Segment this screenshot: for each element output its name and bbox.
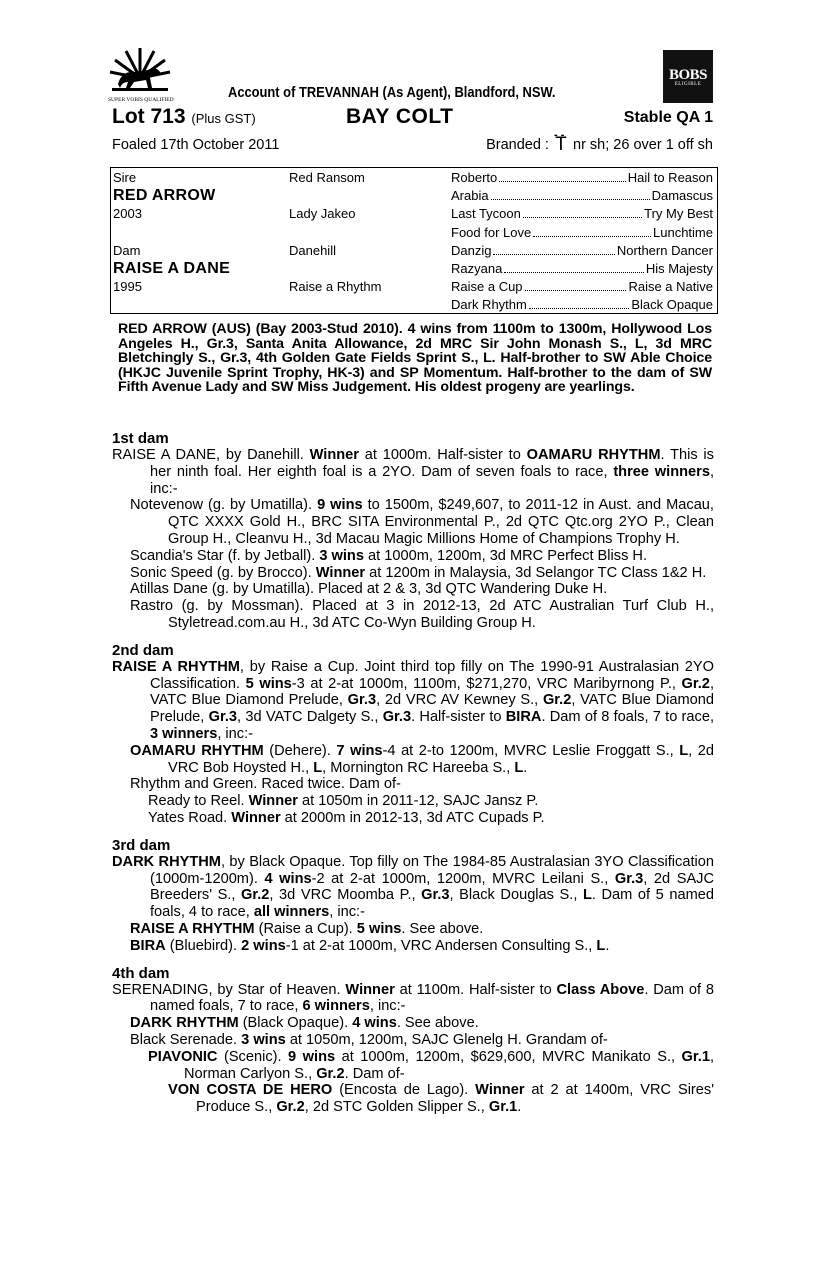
dam-section	[112, 642, 714, 827]
section-heading: 2nd dam	[112, 641, 174, 659]
pedigree-generation-3-4	[451, 242, 713, 260]
progeny-entry	[112, 810, 714, 827]
bold-text: 7 wins	[336, 742, 383, 759]
bold-text: 4 wins	[264, 870, 312, 887]
text-run: at 1000m, 1200m, $629,600, MVRC Manikato S.,	[335, 1048, 682, 1065]
pedigree-row	[111, 187, 717, 205]
dotted-leader	[499, 169, 625, 182]
pedigree-generation-3-4	[451, 260, 713, 278]
progeny-entry	[112, 1015, 714, 1032]
logo-caption: SUPER VOBIS QUALIFIED	[108, 97, 174, 103]
bold-text: 3 wins	[319, 547, 364, 564]
bold-text: 9 wins	[288, 1048, 336, 1065]
text-run: . Dam of-	[344, 1065, 405, 1082]
pedigree-generation-3-4	[451, 205, 713, 223]
branded-label: Branded :	[486, 137, 549, 153]
pedigree-generation-3-4	[451, 169, 713, 187]
bobs-logo-text: BOBS	[668, 67, 708, 83]
text-run: .	[605, 937, 610, 954]
bold-text: three winners	[613, 463, 710, 480]
progeny-entry	[112, 581, 714, 598]
pedigree-grandparent: Roberto	[451, 170, 498, 185]
lot-note: (Plus GST)	[191, 111, 256, 126]
bold-text: RAISE A RHYTHM	[112, 658, 240, 675]
text-run: . Half-sister to	[411, 709, 506, 726]
text-run: , inc:-	[150, 463, 715, 497]
dam-section	[112, 965, 714, 1116]
text-run: , 2d SAJC Breeders' S.,	[150, 870, 715, 904]
text-run: at 2 at 1400m, VRC Sires' Produce S.,	[196, 1082, 714, 1116]
bold-text: 4 wins	[352, 1015, 397, 1032]
progeny-entry	[112, 1032, 714, 1049]
text-run: , 3d VRC Moomba P.,	[269, 887, 422, 904]
pedigree-grandparent: Arabia	[451, 188, 489, 204]
progeny-entry	[112, 982, 714, 1016]
pedigree-row	[111, 296, 717, 314]
bold-text: 2 wins	[241, 937, 286, 954]
progeny-entry	[112, 598, 714, 632]
bold-text: Gr.2	[316, 1065, 345, 1082]
bold-text: Winner	[309, 447, 359, 463]
bold-text: DARK RHYTHM	[112, 853, 221, 870]
pedigree-generation-2: Lady Jakeo	[289, 206, 356, 222]
text-run: , VATC Blue Diamond Prelude,	[150, 692, 714, 726]
lot-label: Lot 713	[112, 105, 186, 128]
stable-location: Stable QA 1	[623, 109, 713, 126]
dotted-leader	[525, 278, 627, 291]
branded-text: nr sh; 26 over 1 off sh	[573, 137, 713, 153]
bold-text: Gr.2	[276, 1099, 305, 1116]
pedigree-generation-2: Danehill	[289, 242, 336, 258]
bold-text: Winner	[345, 981, 395, 998]
section-heading: 3rd dam	[112, 836, 171, 854]
text-run: . This is her ninth foal. Her eighth foal is a 2YO. Dam of seven foals to race,	[150, 447, 714, 480]
brand-info	[486, 134, 713, 155]
bold-text: Gr.1	[681, 1048, 710, 1065]
pedigree-great-grandparent: Try My Best	[644, 206, 713, 222]
pedigree-great-grandparent: Raise a Native	[628, 279, 713, 295]
bold-text: all winners	[253, 904, 330, 921]
text-run: -1 at 2-at 1000m, VRC Andersen Consulting S.,	[285, 937, 597, 954]
progeny-entry	[112, 1082, 714, 1116]
text-run: , 2d VRC AV Kewney S.,	[376, 692, 543, 709]
section-heading: 1st dam	[112, 430, 169, 447]
progeny-entry	[112, 565, 714, 582]
progeny-entry	[112, 921, 714, 938]
text-run: , Norman Carlyon S.,	[184, 1048, 715, 1082]
text-run: at 1050m, 1200m, SAJC Glenelg H. Grandam of-	[285, 1031, 608, 1048]
text-run: -2 at 2-at 1000m, 1200m, MVRC Leilani S.,	[311, 870, 615, 887]
pedigree-row	[111, 260, 717, 278]
text-run: at 1200m in Malaysia, 3d Selangor TC Class 1&2 H.	[365, 564, 707, 581]
progeny-entry	[112, 793, 714, 810]
lot-number	[112, 105, 256, 129]
pedigree-generation-3-4	[451, 224, 713, 242]
sire-biography: RED ARROW (AUS) (Bay 2003-Stud 2010). 4 wins from 1100m to 1300m, Hollywood Los Angeles H., Gr.3, Santa Anita Allowance, 2d MRC Sir John Monash S., L, 3d MRC Bletchingly S., Gr.3, 4th Golden Gate Fields Sprint S., L. Half-brother to SW Able Choice (HKJC Juvenile Sprint Trophy, HK-3) and SP Momentum. Half-brother to the dam of SW Fifth Avenue Lady and SW Miss Judgement. His oldest progeny are yearlings.	[118, 321, 712, 396]
bold-text: 3 wins	[241, 1031, 286, 1048]
section-heading: 4th dam	[112, 964, 170, 982]
pedigree-generation-3-4	[451, 278, 713, 296]
text-run: Black Serenade.	[130, 1031, 242, 1048]
bold-text: OAMARU RHYTHM	[526, 447, 661, 463]
bold-text: BIRA	[505, 709, 542, 726]
text-run: , inc:-	[369, 998, 406, 1015]
pedigree-grandparent: Razyana	[451, 261, 503, 276]
pedigree-grandparent: Dark Rhythm	[451, 297, 527, 313]
pedigree-generation-1: RAISE A DANE	[113, 260, 231, 277]
pedigree-grandparent: Food for Love	[451, 224, 532, 240]
text-run: , Black Douglas S.,	[449, 887, 583, 904]
pedigree-generation-3-4	[451, 296, 713, 314]
pedigree-great-grandparent: Lunchtime	[653, 224, 713, 240]
text-run: to 1500m, $249,607, to 2011-12 in Aust. and Macau, QTC XXXX Gold H., BRC SITA Environmental P., 2d QTC Qtc.org 2YO P., Clean Group H., Cleanvu H., 3d Macau Magic Millions Home of Champions Trophy H.	[168, 497, 714, 547]
text-run: (Bluebird).	[165, 937, 242, 954]
bold-text: Gr.2	[542, 692, 572, 709]
bold-text: Gr.3	[347, 692, 377, 709]
text-run: , inc:-	[217, 725, 254, 742]
text-run: at 1000m. Half-sister to	[358, 447, 527, 463]
progeny-entry	[112, 854, 714, 921]
bold-text: Winner	[475, 1082, 525, 1099]
text-run: , by Black Opaque. Top filly on The 1984-85 Australasian 3YO Classification (1000m-1200m).	[150, 853, 714, 887]
text-run: , VATC Blue Diamond Prelude,	[150, 675, 714, 709]
text-run: (Dehere).	[263, 742, 337, 759]
bold-text: Gr.3	[208, 709, 238, 726]
pedigree-generation-1: Dam	[113, 242, 141, 258]
bold-text: VON COSTA DE HERO	[168, 1082, 333, 1099]
text-run: Yates Road.	[148, 809, 232, 826]
bold-text: L	[313, 759, 323, 776]
text-run: at 1100m. Half-sister to	[394, 981, 557, 998]
text-run: at 1000m, 1200m, 3d MRC Perfect Bliss H.	[363, 547, 648, 564]
pedigree-great-grandparent: Northern Dancer	[616, 242, 713, 258]
pedigree-row	[111, 169, 717, 187]
pedigree-generation-2: Raise a Rhythm	[289, 279, 382, 295]
dotted-leader	[493, 242, 614, 255]
dam-section	[112, 430, 714, 632]
pedigree-row	[111, 205, 717, 223]
pedigree-great-grandparent: Black Opaque	[631, 297, 713, 313]
bold-text: 6 winners	[302, 998, 370, 1015]
text-run: at 2000m in 2012-13, 3d ATC Cupads P.	[280, 809, 545, 826]
pedigree-generation-1: Sire	[113, 170, 137, 185]
progeny-entry	[112, 743, 714, 777]
pedigree-grandparent: Last Tycoon	[451, 206, 521, 222]
text-run: Scandia's Star (f. by Jetball).	[130, 547, 320, 564]
text-run: Rastro (g. by Mossman). Placed at 3 in 2012-13, 2d ATC Australian Turf Club H., Styletread.com.au H., 3d ATC Co-Wyn Building Group H.	[130, 598, 714, 631]
pedigree-row	[111, 242, 717, 260]
text-run: RAISE A DANE, by Danehill.	[112, 447, 310, 463]
bobs-logo-subtext: ELIGIBLE	[674, 82, 702, 87]
bold-text: BIRA	[130, 937, 166, 954]
pedigree-generation-1: 2003	[113, 206, 142, 222]
pedigree-great-grandparent: Damascus	[651, 188, 713, 204]
horse-description: BAY COLT	[346, 105, 454, 128]
progeny-entry	[112, 776, 714, 793]
dam-section	[112, 837, 714, 955]
super-vobis-logo	[108, 44, 172, 106]
text-run: , inc:-	[329, 904, 365, 921]
bold-text: RAISE A RHYTHM	[130, 920, 255, 937]
text-run: , 3d VATC Dalgety S.,	[237, 709, 383, 726]
text-run: . See above.	[396, 1015, 479, 1032]
progeny-entry	[112, 497, 714, 547]
text-run: .	[523, 759, 528, 776]
bold-text: L	[514, 759, 524, 776]
text-run: -3 at 2-at 1000m, 1100m, $271,270, VRC Maribyrnong P.,	[291, 675, 682, 692]
pedigree-grandparent: Raise a Cup	[451, 279, 523, 295]
bold-text: L	[582, 887, 592, 904]
bold-text: L	[596, 937, 606, 954]
text-run: Rhythm and Green. Raced twice. Dam of-	[130, 776, 401, 793]
bold-text: OAMARU RHYTHM	[130, 742, 264, 759]
bold-text: Winner	[231, 809, 281, 826]
progeny-entry	[112, 659, 714, 743]
dotted-leader	[533, 224, 651, 237]
text-run: , by Raise a Cup. Joint third top filly on The 1990-91 Australasian 2YO Classification.	[150, 658, 714, 692]
horse-sunburst-icon	[108, 44, 172, 96]
foaled-date: Foaled 17th October 2011	[112, 137, 280, 153]
bold-text: L	[679, 742, 689, 759]
bold-text: Gr.1	[488, 1099, 518, 1116]
bobs-eligible-logo	[663, 50, 713, 103]
bold-text: Class Above	[556, 981, 645, 998]
text-run: Ready to Reel.	[148, 793, 249, 810]
pedigree-grandparent: Danzig	[451, 242, 492, 258]
bold-text: 3 winners	[150, 725, 218, 742]
text-run: (Black Opaque).	[238, 1015, 353, 1032]
bold-text: Gr.2	[681, 675, 710, 692]
text-run: Notevenow (g. by Umatilla).	[130, 497, 318, 514]
bold-text: 9 wins	[317, 497, 363, 514]
text-run: . Dam of 8 named foals, 7 to race,	[150, 981, 715, 1015]
text-run: . Dam of 8 foals, 7 to race,	[541, 709, 715, 726]
dam-line-details	[112, 430, 714, 1116]
pedigree-table	[110, 167, 718, 314]
progeny-entry	[112, 938, 714, 955]
dotted-leader	[491, 187, 650, 200]
bold-text: Winner	[315, 564, 366, 581]
bold-text: PIAVONIC	[148, 1048, 218, 1065]
text-run: . Dam of 5 named foals, 4 to race,	[150, 887, 714, 921]
text-run: .	[517, 1099, 522, 1116]
text-run: Sonic Speed (g. by Brocco).	[130, 564, 316, 581]
bold-text: Gr.3	[382, 709, 412, 726]
pedigree-generation-3-4	[451, 187, 713, 205]
text-run: (Encosta de Lago).	[332, 1082, 476, 1099]
text-run: , 2d STC Golden Slipper S.,	[304, 1099, 489, 1116]
dotted-leader	[504, 260, 644, 273]
progeny-entry	[112, 548, 714, 565]
bold-text: 5 wins	[356, 920, 402, 937]
pedigree-row	[111, 224, 717, 242]
progeny-entry	[112, 1049, 714, 1083]
text-run: Atillas Dane (g. by Umatilla). Placed at 2 & 3, 3d QTC Wandering Duke H.	[130, 581, 608, 598]
pedigree-generation-1: RED ARROW	[113, 187, 216, 205]
bold-text: Gr.2	[241, 887, 270, 904]
pedigree-generation-1: 1995	[113, 279, 142, 295]
text-run: , 2d VRC Bob Hoysted H.,	[168, 742, 715, 776]
text-run: . See above.	[401, 920, 484, 937]
text-run: -4 at 2-to 1200m, MVRC Leslie Froggatt S.,	[382, 742, 680, 759]
bold-text: Winner	[248, 793, 298, 810]
pedigree-row	[111, 278, 717, 296]
bold-text: Gr.3	[614, 870, 644, 887]
progeny-entry	[112, 447, 714, 497]
dotted-leader	[523, 205, 642, 218]
bold-text: 5 wins	[245, 675, 292, 692]
pedigree-generation-2: Red Ransom	[289, 170, 365, 185]
text-run: at 1050m in 2011-12, SAJC Jansz P.	[297, 793, 539, 810]
text-run: (Scenic).	[217, 1048, 289, 1065]
bold-text: Gr.3	[421, 887, 450, 904]
pedigree-great-grandparent: Hail to Reason	[627, 170, 713, 185]
brand-mark: - - T	[553, 138, 569, 152]
vendor-account: Account of TREVANNAH (As Agent), Blandford, NSW.	[228, 84, 556, 101]
text-run: SERENADING, by Star of Heaven.	[112, 981, 346, 998]
dotted-leader	[529, 296, 629, 309]
text-run: , Mornington RC Hareeba S.,	[322, 759, 515, 776]
pedigree-great-grandparent: His Majesty	[645, 261, 713, 276]
bold-text: DARK RHYTHM	[130, 1015, 239, 1032]
text-run: (Raise a Cup).	[254, 920, 357, 937]
